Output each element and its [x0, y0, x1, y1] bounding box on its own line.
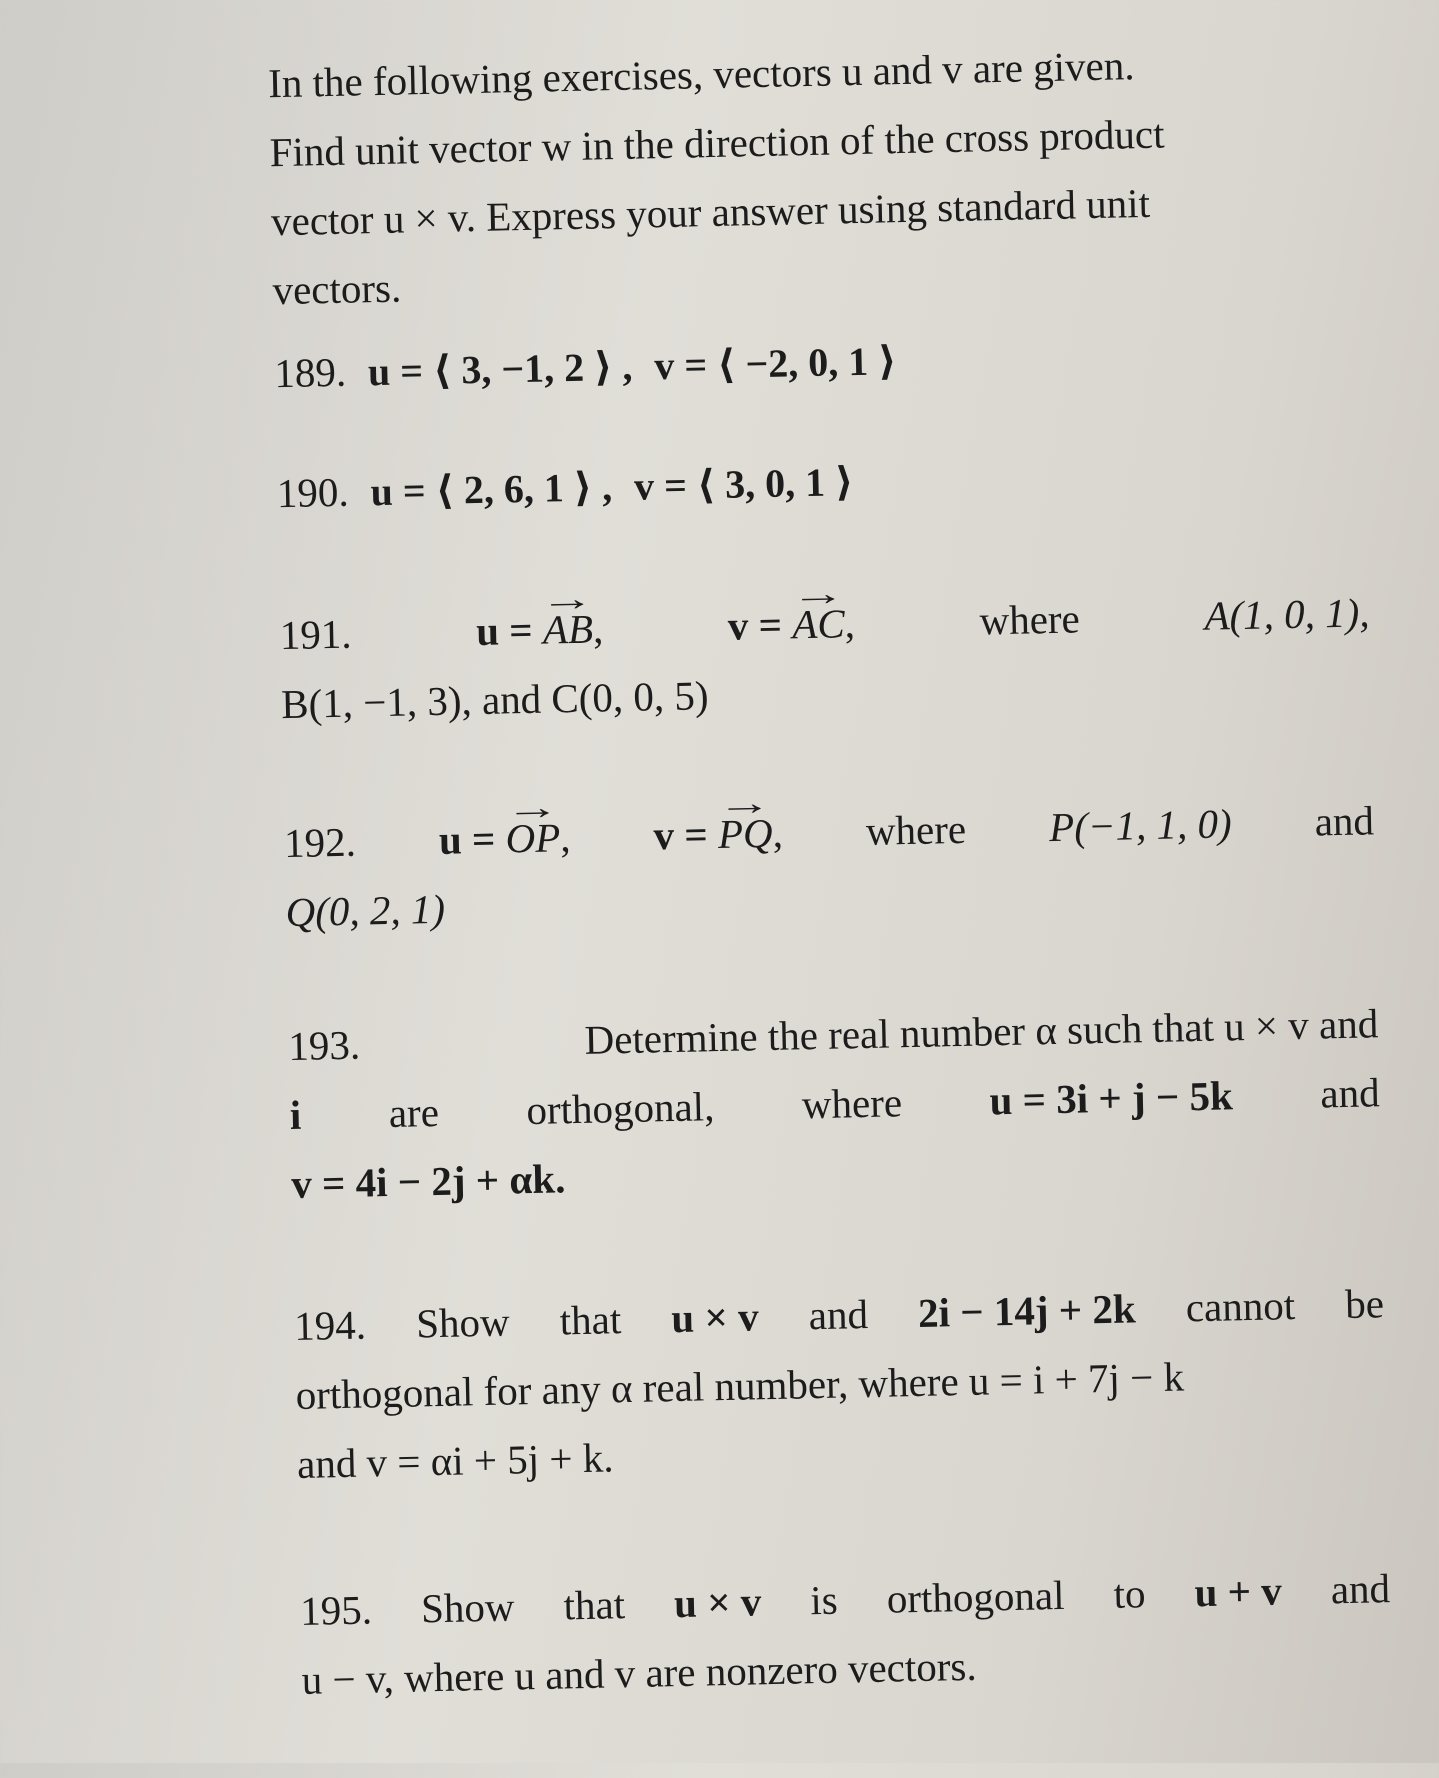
exercise-194-line-2: orthogonal for any α real number, where u = i + 7j − k — [295, 1353, 1185, 1418]
intro-line-4: vectors. — [272, 264, 402, 314]
vector-v-definition: v = ⟨ 3, 0, 1 ⟩ — [633, 459, 854, 509]
vector-u-definition: u = → OP, — [438, 803, 571, 875]
where-word: where — [979, 595, 1081, 644]
vector-u-definition: u = ⟨ 2, 6, 1 ⟩ , — [370, 464, 613, 515]
vector-op: → OP — [505, 803, 561, 873]
vector-u-definition: u = ⟨ 3, −1, 2 ⟩ , — [367, 343, 633, 395]
point-p: P(−1, 1, 0) — [1048, 800, 1233, 851]
exercise-number: 195. — [299, 1586, 373, 1634]
exercise-193-line-1: Determine the real number α such that u × v and — [584, 1000, 1379, 1063]
intro-line-1: In the following exercises, vectors u and v are given. — [267, 42, 1135, 107]
vector-v-definition: v = 4i − 2j + αk. — [290, 1155, 566, 1208]
vector-ab: → AB — [542, 595, 594, 665]
exercise-number: 189. — [273, 348, 347, 397]
vector-u-definition: u = 3i + j − 5k — [989, 1072, 1234, 1124]
exercise-190 — [276, 436, 1367, 528]
vector-u-definition: u = → AB, — [475, 594, 603, 666]
exercise-194-line-3: and v = αi + 5j + k. — [296, 1434, 614, 1487]
exercise-189 — [274, 316, 1365, 408]
points-b-c: B(1, −1, 3), and C(0, 0, 5) — [280, 672, 709, 728]
exercise-192 — [283, 786, 1376, 947]
exercise-193: 193. Determine the real number α such that u × v and i are orthogonal, where u = 3i + j − 5k and v = 4i − 2j + αk. — [288, 989, 1382, 1219]
where-word: where — [865, 805, 967, 854]
vector-v-definition: v = ⟨ −2, 0, 1 ⟩ — [653, 338, 897, 389]
exercise-195-line-2: u − v, where u and v are nonzero vectors. — [301, 1642, 978, 1703]
exercise-number: 193. — [287, 1021, 361, 1070]
exercise-number: 190. — [276, 468, 350, 517]
intro-line-2: Find unit vector w in the direction of the cross product — [269, 110, 1165, 176]
exercise-195: 195. Show that u × v is orthogonal to u + v and u − v, where u and v are nonzero vectors. — [300, 1554, 1393, 1715]
exercise-194: 194. Show that u × v and 2i − 14j + 2k cannot be orthogonal for any α real number, where u = i + 7j − k and v = αi + 5j + k. — [294, 1269, 1388, 1499]
point-a: A(1, 0, 1), — [1203, 589, 1370, 639]
vector-ac: → AC — [792, 589, 846, 659]
vector-v-definition: v = → AC, — [727, 589, 855, 661]
exercise-number: 194. — [293, 1301, 367, 1350]
point-q: Q(0, 2, 1) — [285, 885, 446, 936]
vector-v-definition: v = → PQ, — [653, 799, 784, 871]
and-word: and — [1314, 797, 1375, 845]
intro-line-3: vector u × v. Express your answer using standard unit — [270, 179, 1151, 245]
intro-paragraph — [268, 26, 1364, 325]
exercise-number: 192. — [283, 818, 357, 867]
exercise-number: 191. — [279, 610, 352, 659]
vector-pq: → PQ — [717, 799, 773, 869]
exercise-191 — [279, 578, 1372, 739]
